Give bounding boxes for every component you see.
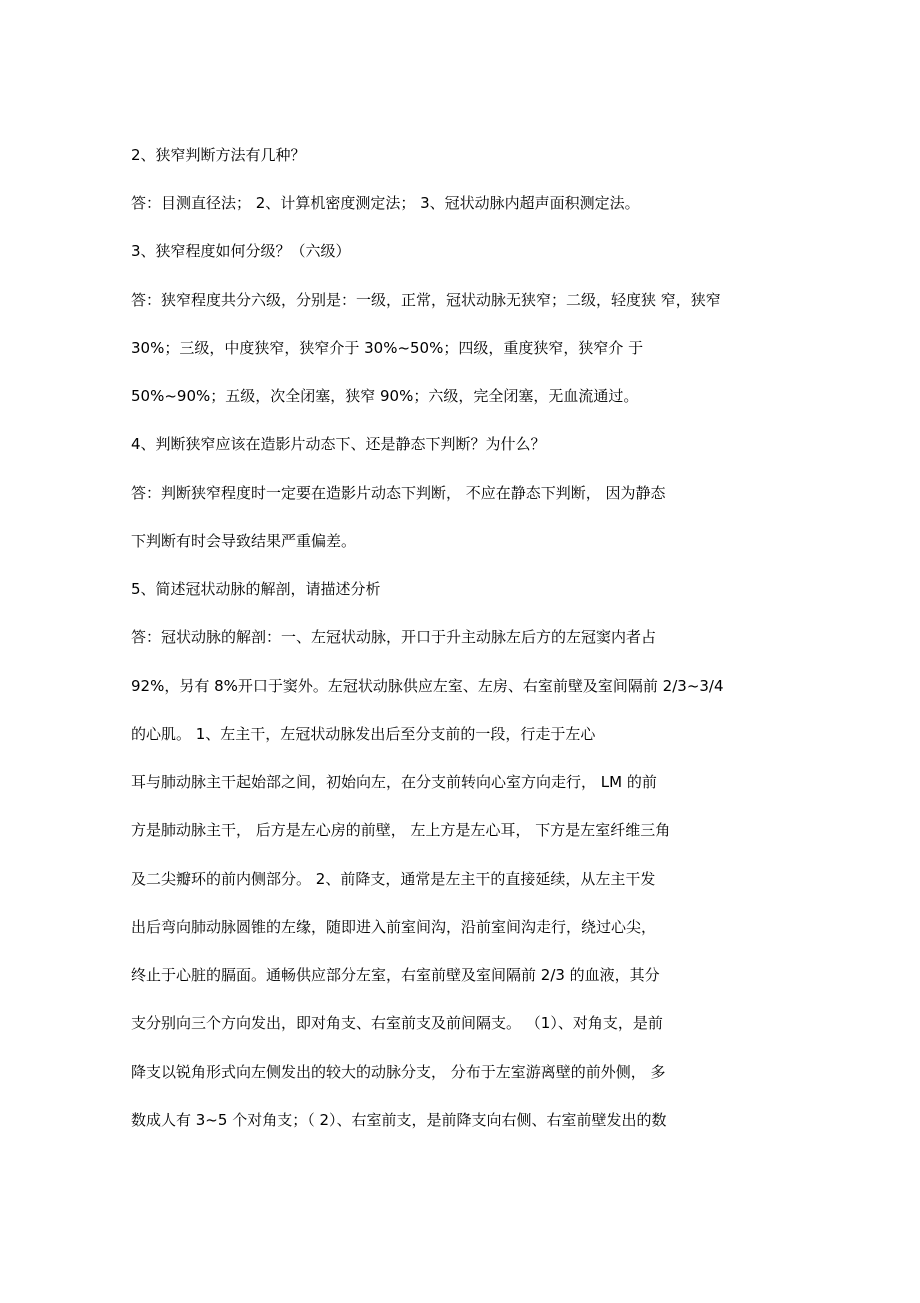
answer-5-line-9: 支分别向三个方向发出，即对角支、右室前支及前间隔支。 （1）、对角支，是前: [131, 1014, 663, 1032]
question-2: 2、狭窄判断方法有几种？: [131, 146, 306, 164]
question-5: 5、简述冠状动脉的解剖，请描述分析: [131, 580, 381, 598]
question-3: 3、狭窄程度如何分级？（六级）: [131, 242, 351, 260]
answer-3-line-1: 答：狭窄程度共分六级，分别是：一级，正常，冠状动脉无狭窄；二级，轻度狭 窄，狭窄: [131, 291, 721, 309]
answer-5-line-4: 耳与肺动脉主干起始部之间，初始向左，在分支前转向心室方向走行， LM 的前: [131, 773, 657, 791]
answer-5-line-6: 及二尖瓣环的前内侧部分。 2、前降支，通常是左主干的直接延续，从左主干发: [131, 870, 656, 888]
question-4: 4、判断狭窄应该在造影片动态下、还是静态下判断？为什么？: [131, 435, 546, 453]
answer-5-line-8: 终止于心脏的膈面。通畅供应部分左室，右室前壁及室间隔前 2/3 的血液，其分: [131, 966, 660, 984]
answer-5-line-1: 答：冠状动脉的解剖：一、左冠状动脉，开口于升主动脉左后方的左冠窦内者占: [131, 628, 657, 646]
answer-4-line-2: 下判断有时会导致结果严重偏差。: [131, 532, 357, 550]
answer-5-line-7: 出后弯向肺动脉圆锥的左缘，随即进入前室间沟，沿前室间沟走行，绕过心尖，: [131, 918, 657, 936]
answer-5-line-5: 方是肺动脉主干， 后方是左心房的前壁， 左上方是左心耳， 下方是左室纤维三角: [131, 821, 671, 839]
answer-5-line-11: 数成人有 3~5 个对角支；（ 2）、右室前支，是前降支向右侧、右室前壁发出的数: [131, 1111, 667, 1129]
answer-5-line-2: 92%，另有 8%开口于窦外。左冠状动脉供应左室、左房、右室前壁及室间隔前 2/3~3/4: [131, 677, 724, 695]
answer-3-line-2: 30%；三级，中度狭窄，狭窄介于 30%~50%；四级，重度狭窄，狭窄介 于: [131, 339, 644, 357]
answer-2: 答：目测直径法； 2、计算机密度测定法； 3、冠状动脉内超声面积测定法。: [131, 194, 640, 212]
answer-4-line-1: 答：判断狭窄程度时一定要在造影片动态下判断， 不应在静态下判断， 因为静态: [131, 484, 666, 502]
answer-5-line-10: 降支以锐角形式向左侧发出的较大的动脉分支， 分布于左室游离壁的前外侧， 多: [131, 1063, 666, 1081]
answer-5-line-3: 的心肌。 1、左主干，左冠状动脉发出后至分支前的一段，行走于左心: [131, 725, 596, 743]
answer-3-line-3: 50%~90%；五级，次全闭塞，狭窄 90%；六级，完全闭塞，无血流通过。: [131, 387, 639, 405]
